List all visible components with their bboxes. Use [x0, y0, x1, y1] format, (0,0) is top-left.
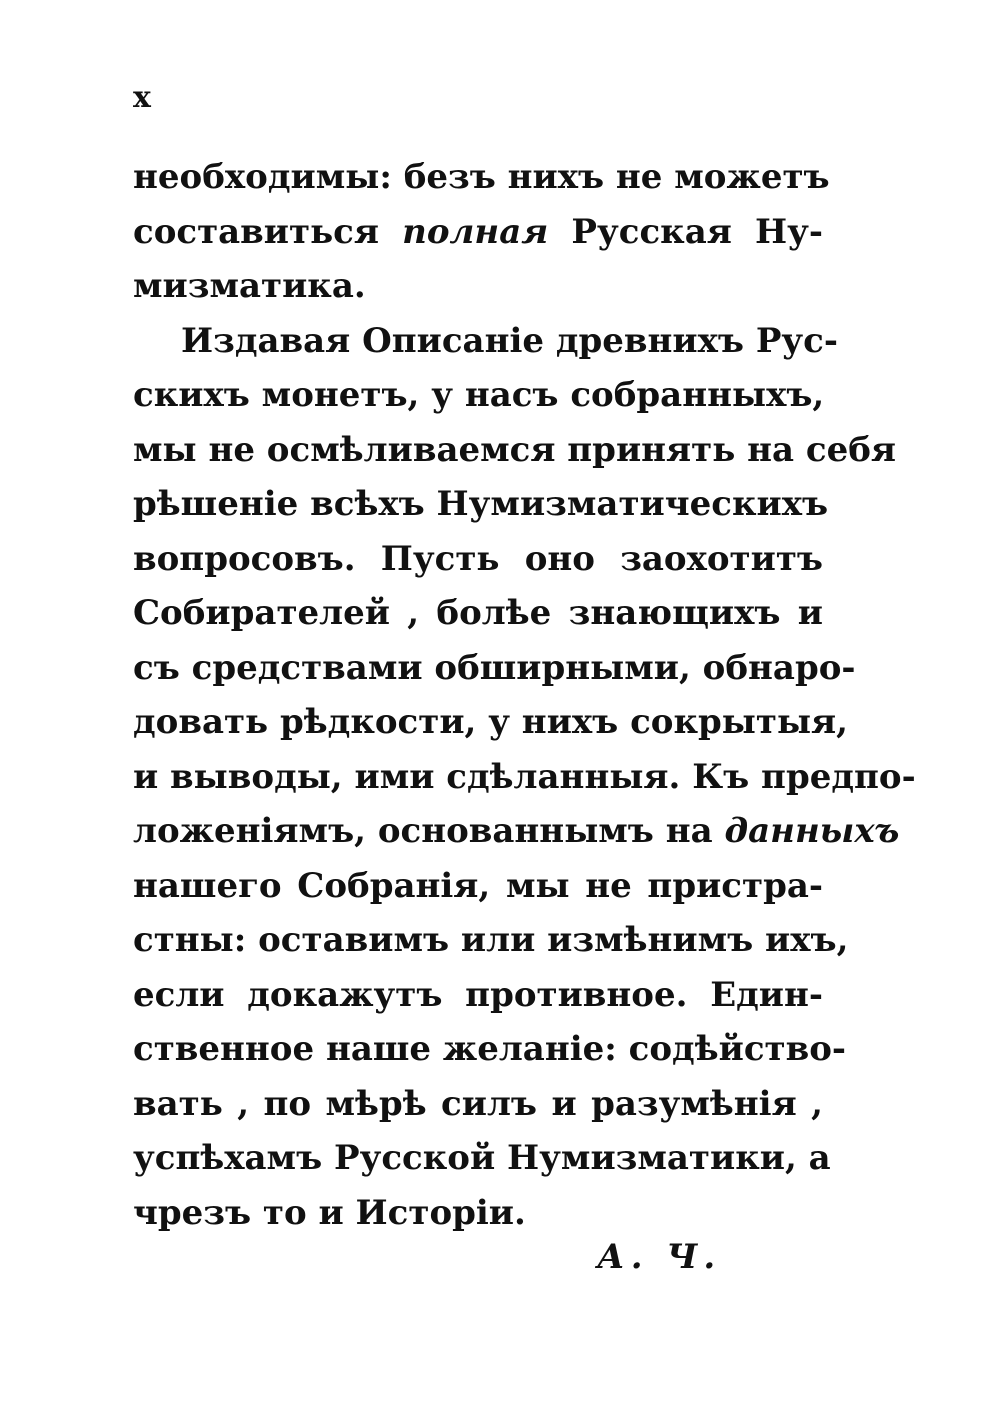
text-line: если докажутъ противное. Един- — [133, 974, 823, 1015]
text-line — [133, 205, 823, 260]
text-line: Собирателей , болѣе знающихъ и — [133, 593, 823, 633]
text-line: успѣхамъ Русской Нумизматики, а — [133, 1138, 831, 1178]
text-line: ственное наше желаніе: содѣйство- — [133, 1029, 847, 1069]
text-line: необходимы: безъ нихъ не можетъ — [133, 157, 830, 197]
text-line: чрезъ то и Исторіи. — [133, 1192, 526, 1233]
text-line: скихъ монетъ, у насъ собранныхъ, — [133, 375, 825, 415]
text-line: стны: оставимъ или измѣнимъ ихъ, — [133, 920, 849, 960]
page-number: x — [133, 80, 151, 115]
text-line: Издавая Описаніе древнихъ Рус- — [181, 320, 838, 361]
text-line: и выводы, ими сдѣланныя. Къ предпо- — [133, 756, 916, 797]
text-line: мы не осмѣливаемся принять на себя — [133, 429, 897, 470]
text-line — [133, 804, 900, 859]
text-line: рѣшеніе всѣхъ Нумизматическихъ — [133, 484, 829, 524]
italic-emphasis: данныхъ — [724, 811, 900, 851]
text-span: Русская Ну- — [571, 211, 823, 252]
author-signature: А. Ч. — [597, 1237, 722, 1277]
text-line: вать , по мѣрѣ силъ и разумѣнія , — [133, 1083, 823, 1124]
text-line: довать рѣдкости, у нихъ сокрытыя, — [133, 702, 848, 742]
text-line: съ средствами обширными, обнаро- — [133, 647, 856, 688]
text-span: составиться — [133, 211, 379, 252]
italic-emphasis: полная — [402, 211, 549, 252]
text-line: вопросовъ. Пусть оно заохотитъ — [133, 538, 823, 579]
text-line: мизматика. — [133, 266, 366, 306]
text-line: нашего Собранія, мы не пристра- — [133, 865, 823, 906]
body-text — [133, 150, 916, 1240]
text-span: ложеніямъ, основаннымъ на — [133, 811, 713, 851]
